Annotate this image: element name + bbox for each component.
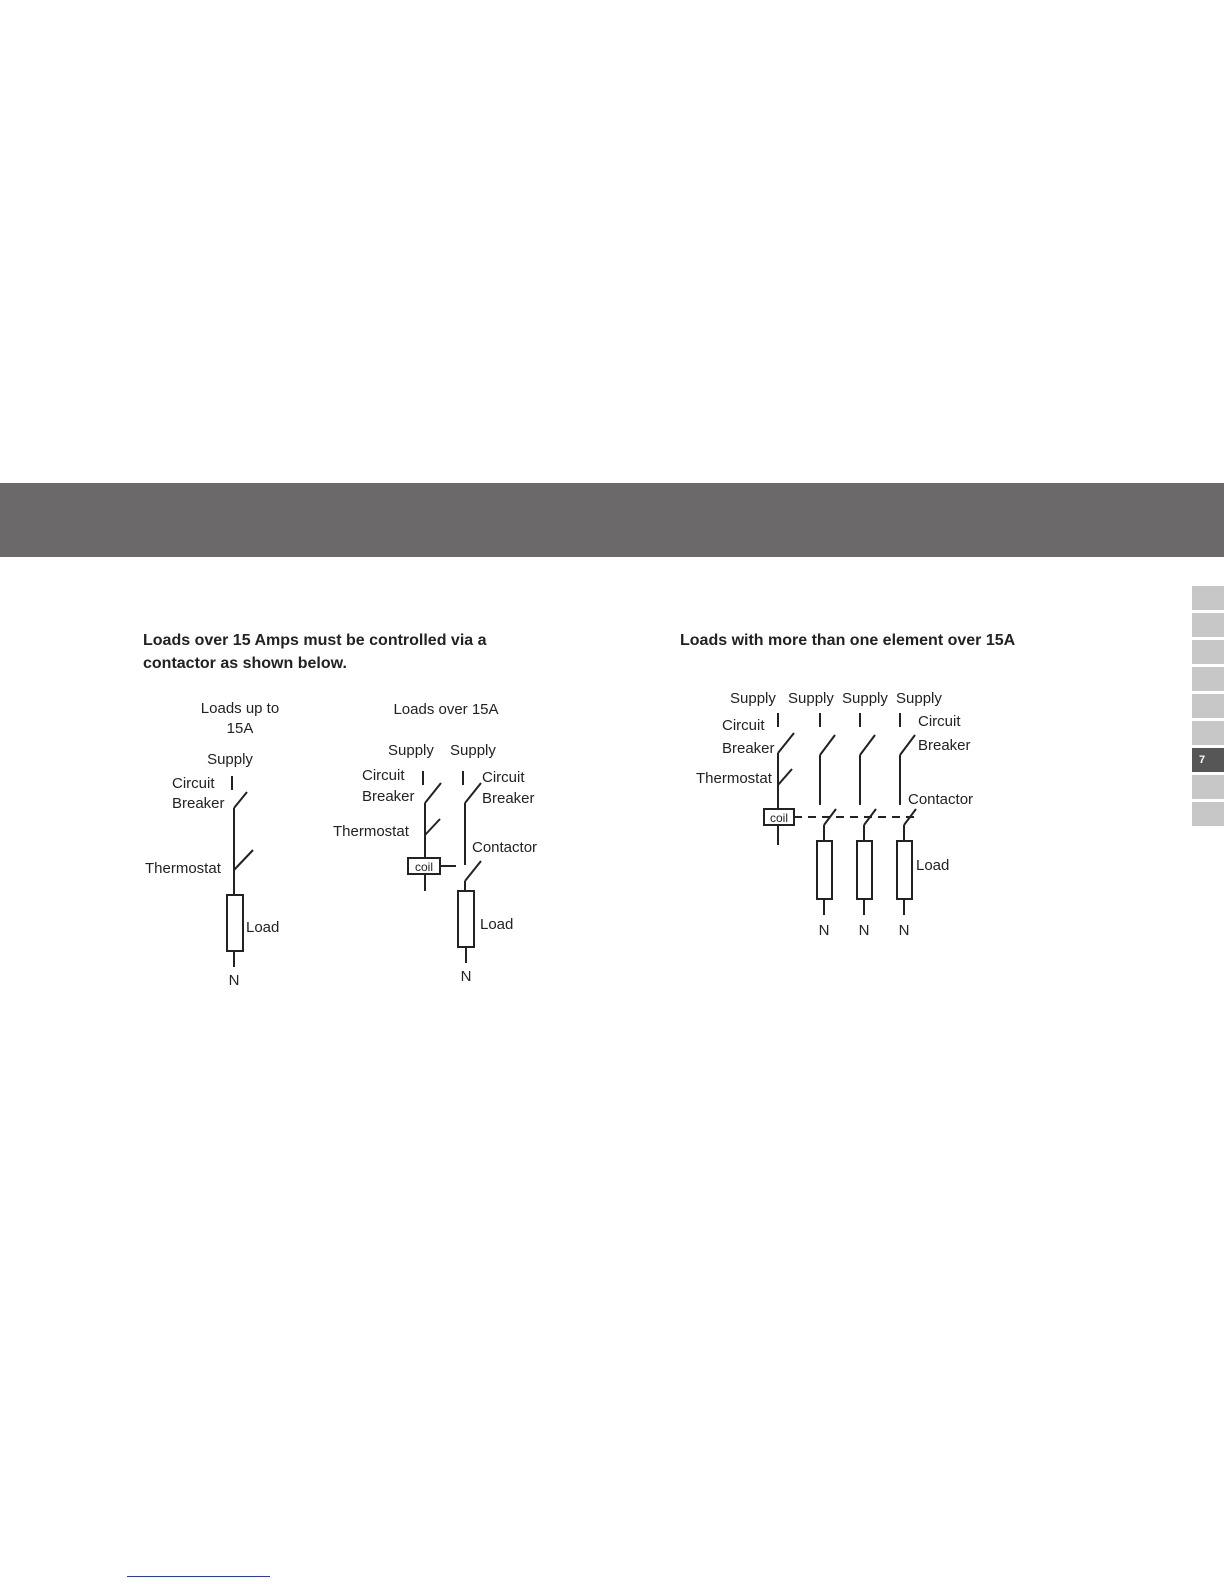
label-supply-a: Supply	[388, 742, 434, 759]
label-neutral: N	[460, 968, 472, 985]
label-load: Load	[916, 857, 950, 874]
side-tab-6[interactable]	[1192, 721, 1224, 745]
label-neutral-1: N	[818, 922, 830, 939]
switch-thermostat	[778, 769, 792, 785]
switch-circuit-breaker	[234, 792, 247, 808]
right-heading: Loads with more than one element over 15A	[680, 632, 1016, 649]
side-tab-4[interactable]	[1192, 667, 1224, 691]
side-tab-3[interactable]	[1192, 640, 1224, 664]
label-load: Load	[480, 916, 514, 933]
switch-cb-control	[778, 733, 794, 753]
label-thermostat: Thermostat	[333, 823, 409, 840]
title-loads-up-to-line1: Loads up to	[200, 700, 280, 717]
label-contactor: Contactor	[908, 791, 974, 808]
label-supply-3: Supply	[842, 690, 888, 707]
circuit-loads-up-to-15a	[145, 700, 279, 989]
side-tab-5[interactable]	[1192, 694, 1224, 718]
side-tab-2[interactable]	[1192, 613, 1224, 637]
title-loads-over-15a: Loads over 15A	[393, 701, 499, 718]
label-neutral-2: N	[858, 922, 870, 939]
label-cb-left-line2: Breaker	[722, 740, 775, 757]
load-element	[458, 891, 474, 947]
switch-cb-a	[425, 783, 441, 803]
side-tab-9[interactable]	[1192, 802, 1224, 826]
label-neutral-3: N	[898, 922, 910, 939]
wiring-diagram-single-and-contactor	[130, 695, 580, 1005]
switch-contactor	[465, 861, 481, 881]
label-supply-4: Supply	[896, 690, 942, 707]
left-heading: Loads over 15 Amps must be controlled via a contactor as shown below.	[143, 632, 487, 672]
side-tab-strip	[1192, 586, 1224, 829]
label-thermostat: Thermostat	[145, 860, 221, 877]
title-loads-up-to-line2: 15A	[226, 720, 254, 737]
load-element-2	[857, 841, 872, 899]
circuit-loads-over-15a	[333, 701, 537, 985]
load-element-1	[817, 841, 832, 899]
load-element-3	[897, 841, 912, 899]
label-load: Load	[246, 919, 280, 936]
switch-thermostat	[234, 850, 253, 870]
label-supply-b: Supply	[450, 742, 496, 759]
footer-rule	[127, 1576, 270, 1577]
label-cb-right-line1: Circuit	[918, 713, 961, 730]
label-coil: coil	[769, 811, 789, 825]
side-tab-8[interactable]	[1192, 775, 1224, 799]
label-cb-line1: Circuit	[172, 775, 215, 792]
label-cb-b-line1: Circuit	[482, 769, 525, 786]
switch-thermostat	[425, 819, 440, 835]
switch-cb-element-3	[900, 735, 915, 755]
side-tab-7-active[interactable]: 7	[1192, 748, 1224, 772]
switch-cb-element-2	[860, 735, 875, 755]
label-supply-2: Supply	[788, 690, 834, 707]
switch-contactor-pole-3	[904, 809, 916, 825]
label-cb-left-line1: Circuit	[722, 717, 765, 734]
section-header-band	[0, 483, 1224, 557]
load-element	[227, 895, 243, 951]
wiring-diagram-multi-element	[690, 685, 1030, 955]
side-tab-1[interactable]	[1192, 586, 1224, 610]
label-cb-a-line2: Breaker	[362, 788, 415, 805]
label-thermostat: Thermostat	[696, 770, 772, 787]
switch-cb-b	[465, 783, 481, 803]
label-coil: coil	[414, 860, 434, 874]
label-cb-a-line1: Circuit	[362, 767, 405, 784]
label-contactor: Contactor	[472, 839, 538, 856]
switch-cb-element-1	[820, 735, 835, 755]
label-supply: Supply	[207, 751, 253, 768]
label-cb-line2: Breaker	[172, 795, 225, 812]
label-neutral: N	[228, 972, 240, 989]
label-cb-right-line2: Breaker	[918, 737, 971, 754]
label-supply-1: Supply	[730, 690, 776, 707]
label-cb-b-line2: Breaker	[482, 790, 535, 807]
